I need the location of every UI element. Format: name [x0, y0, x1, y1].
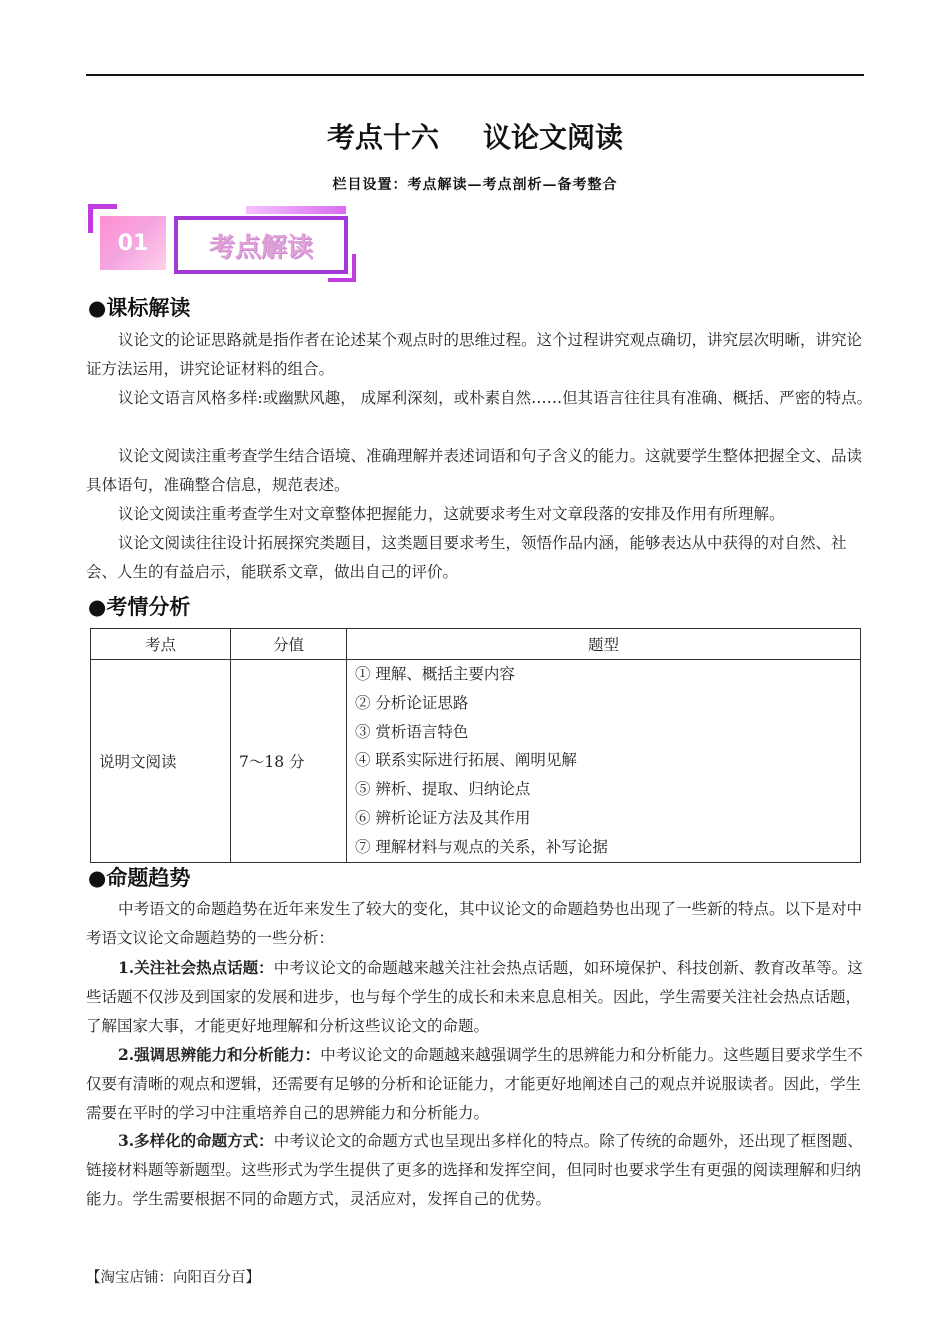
section-badge [86, 200, 358, 284]
question-type-item: ① 理解、概括主要内容 [355, 665, 515, 683]
section-heading-curriculum: ●课标解读 [88, 296, 191, 320]
title-part1: 考点十六 [326, 121, 439, 154]
question-type-item: ④ 联系实际进行拓展、阐明见解 [355, 751, 577, 770]
trend-point-text: 中考议论文的命题方式也呈现出多样化的特点。除了传统的命题外，还出现了框图题、链接材料题等新题型。这些形式为学生提供了更多的选择和发挥空间，但同时也要求学生有更强的阅读理解和归纳能力。学生需要根据不同的命题方式，灵活应对，发挥自己的优势。 [86, 1132, 863, 1208]
badge-number: 01 [100, 216, 166, 270]
title-part2: 议论文阅读 [483, 121, 624, 154]
badge-corner-bottom-right [328, 254, 356, 282]
table-row [91, 660, 861, 863]
paragraph: 议论文阅读注重考查学生结合语境、准确理解并表述词语和句子含义的能力。这就要学生整体把握全文、品读具体语句，准确整合信息，规范表述。 [86, 447, 863, 494]
table-header-type: 题型 [347, 629, 861, 660]
badge-accent-bar [246, 206, 346, 214]
badge-label: 考点解读 [208, 232, 313, 263]
section-heading-exam-analysis: ●考情分析 [88, 595, 191, 619]
subtitle: 栏目设置：考点解读—考点剖析—备考整合 [332, 177, 618, 193]
paragraph: 中考语文的命题趋势在近年来发生了较大的变化，其中议论文的命题趋势也出现了一些新的特点。以下是对中考语文议论文命题趋势的一些分析： [86, 900, 863, 947]
paragraph: 议论文语言风格多样:或幽默风趣， 成犀利深刻，或朴素自然……但其语言往往具有准确、概括、严密的特点。 [118, 389, 873, 407]
badge-label-box [174, 216, 348, 274]
table-cell-types [347, 660, 861, 863]
question-type-item: ③ 赏析语言特色 [355, 722, 469, 741]
trend-point-text: 中考议论文的命题越来越关注社会热点话题，如环境保护、科技创新、教育改革等。这些话题不仅涉及到国家的发展和进步，也与每个学生的成长和未来息息相关。因此，学生需要关注社会热点话题，了解国家大事，才能更好地理解和分析这些议论文的命题。 [86, 959, 863, 1035]
table-cell-point: 说明文阅读 [91, 660, 231, 863]
question-type-item: ⑥ 辨析论证方法及其作用 [355, 808, 531, 827]
question-type-item: ⑤ 辨析、提取、归纳论点 [355, 780, 531, 799]
question-type-item: ② 分析论证思路 [355, 693, 469, 712]
paragraph: 议论文阅读注重考查学生对文章整体把握能力，这就要求考生对文章段落的安排及作用有所理解。 [118, 505, 785, 523]
top-rule [86, 74, 864, 76]
trend-point-lead: 2.强调思辨能力和分析能力： [118, 1045, 321, 1064]
table-header-point: 考点 [91, 629, 231, 660]
table-header-score: 分值 [231, 629, 347, 660]
question-type-item: ⑦ 理解材料与观点的关系，补写论据 [355, 837, 608, 856]
exam-analysis-table [90, 628, 861, 863]
trend-point [86, 1126, 876, 1214]
paragraph: 议论文阅读往往设计拓展探究类题目，这类题目要求考生，领悟作品内涵，能够表达从中获得的对自然、社会、人生的有益启示，能联系文章，做出自己的评价。 [86, 534, 847, 581]
footer-note: 【淘宝店铺：向阳百分百】 [86, 1270, 260, 1286]
trend-point [86, 1040, 876, 1128]
trend-point-text: 中考议论文的命题越来越强调学生的思辨能力和分析能力。这些题目要求学生不仅要有清晰的观点和逻辑，还需要有足够的分析和论证能力，才能更好地阐述自己的观点并说服读者。因此，学生需要在平时的学习中注重培养自己的思辨能力和分析能力。 [86, 1046, 863, 1122]
paragraph: 议论文的论证思路就是指作者在论述某个观点时的思维过程。这个过程讲究观点确切，讲究层次明晰，讲究论证方法运用，讲究论证材料的组合。 [86, 331, 863, 378]
page-title [0, 116, 950, 156]
trend-point-lead: 3.多样化的命题方式： [118, 1131, 274, 1150]
trend-point-lead: 1.关注社会热点话题： [118, 958, 274, 977]
section-heading-trends: ●命题趋势 [88, 866, 191, 890]
trend-point [86, 953, 876, 1041]
table-cell-score: 7～18 分 [231, 660, 347, 863]
table-header-row [91, 629, 861, 660]
